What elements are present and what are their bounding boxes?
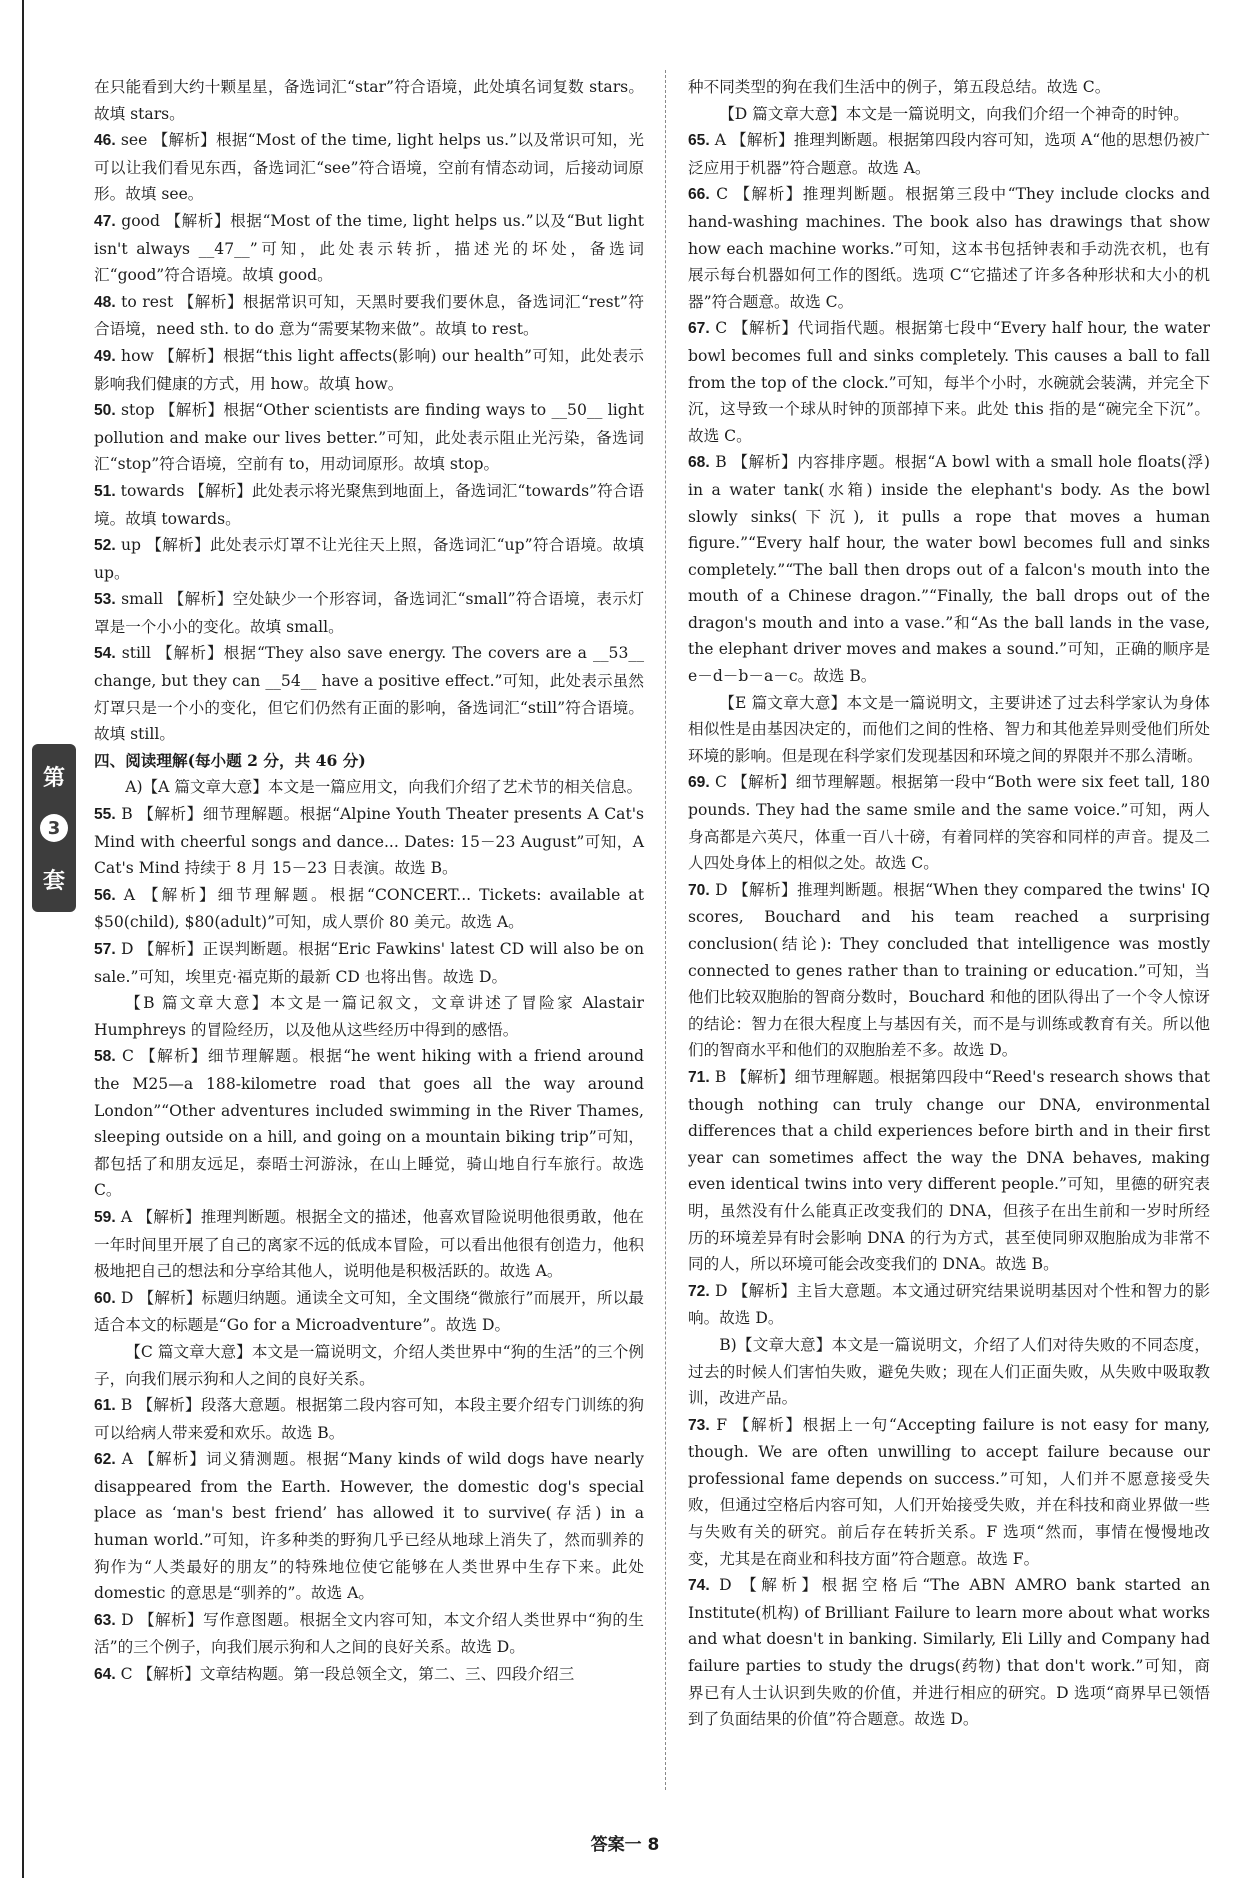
entry-text: up 【解析】此处表示灯罩不让光往天上照，备选词汇“up”符合语境。故填 up。 — [94, 536, 644, 582]
answer-entry — [688, 127, 1210, 181]
entry-text: D 【解析】主旨大意题。本文通过研究结果说明基因对个性和智力的影响。故选 D。 — [688, 1281, 1210, 1328]
entry-text: A)【A 篇文章大意】本文是一篇应用文，向我们介绍了艺术节的相关信息。 — [125, 778, 643, 797]
answer-entry — [688, 769, 1210, 876]
question-number: 72. — [688, 1282, 710, 1300]
question-number: 61. — [94, 1397, 116, 1415]
entry-text: 在只能看到大约十颗星星，备选词汇“star”符合语境，此处填名词复数 stars。故填 stars。 — [94, 78, 644, 123]
answer-entry — [94, 1607, 644, 1661]
entry-text: 种不同类型的狗在我们生活中的例子，第五段总结。故选 C。 — [688, 78, 1111, 96]
answer-entry — [94, 289, 644, 343]
answer-entry — [94, 208, 644, 289]
answer-entry — [94, 640, 644, 747]
entry-text: C 【解析】细节理解题。根据第一段中“Both were six feet tall, 180 pounds. They had the same smile and the same voice.”可知，两人身高都是六英尺，体重一百八十磅，有着同样的笑容和同样的声音。提及二人四处身体上的相似之处。故选 C。 — [688, 773, 1210, 873]
question-number: 64. — [94, 1666, 116, 1684]
answer-entry — [94, 343, 644, 397]
entry-text: D 【解析】根据空格后“The ABN AMRO bank started an Institute(机构) of Brilliant Failure to learn more about what works and what doesn't in banking. Similarly, Eli Lilly and Company had failure parties to study the drugs(药物) that don't work.”可知，商界已有人士认识到失败的价值，并进行相应的研究。D 选项“商界早已领悟到了负面结果的价值”符合题意。故选 D。 — [688, 1576, 1210, 1729]
question-number: 57. — [94, 941, 116, 958]
question-number: 52. — [94, 537, 116, 555]
answer-entry — [688, 449, 1210, 689]
answer-entry — [688, 74, 1210, 101]
answer-entry — [94, 586, 644, 640]
answer-entry — [94, 1446, 644, 1607]
question-number: 59. — [94, 1208, 116, 1226]
question-number: 74. — [688, 1577, 710, 1595]
passage-summary — [94, 1339, 644, 1392]
question-number: 48. — [94, 293, 116, 311]
entry-text: small 【解析】空处缺少一个形容词，备选词汇“small”符合语境，表示灯罩是一个小小的变化。故填 small。 — [94, 590, 644, 636]
answer-entry — [94, 74, 644, 127]
entry-text: D 【解析】正误判断题。根据“Eric Fawkins' latest CD will also be on sale.”可知，埃里克·福克斯的最新 CD 也将出售。故选 D。 — [94, 940, 644, 986]
answer-entry — [94, 1043, 644, 1204]
entry-text: C 【解析】推理判断题。根据第三段中“They include clocks and hand-washing machines. The book also has drawings that show how each machine works.”可知，这本书包括钟表和手动洗衣机，也有展示每台机器如何工作的图纸。选项 C“它描述了许多各种形状和大小的机器”符合题意。故选 C。 — [688, 185, 1210, 311]
question-number: 49. — [94, 347, 116, 365]
entry-text: B 【解析】细节理解题。根据“Alpine Youth Theater presents A Cat's Mind with cheerful songs and dance... Dates: 15－23 August”可知，A Cat's Mind 持续于 8 月 15－23 日表演。故选 B。 — [94, 805, 644, 878]
answer-entry — [688, 1572, 1210, 1733]
answer-entry — [94, 1285, 644, 1339]
entry-text: towards 【解析】此处表示将光聚焦到地面上，备选词汇“towards”符合语境。故填 towards。 — [94, 481, 644, 528]
question-number: 55. — [94, 806, 116, 824]
answer-entry — [94, 882, 644, 936]
answer-entry — [688, 1064, 1210, 1278]
question-number: 54. — [94, 645, 116, 663]
answer-entry — [94, 532, 644, 586]
entry-text: A 【解析】细节理解题。根据“CONCERT... Tickets: available at $50(child), $80(adult)”可知，成人票价 80 美元。故选 A。 — [94, 885, 644, 932]
entry-text: 【C 篇文章大意】本文是一篇说明文，介绍人类世界中“狗的生活”的三个例子，向我们展示狗和人之间的良好关系。 — [94, 1342, 644, 1388]
answer-entry — [94, 936, 644, 990]
question-number: 60. — [94, 1289, 116, 1307]
question-number: 47. — [94, 212, 116, 230]
entry-text: C 【解析】细节理解题。根据“he went hiking with a friend around the M25—a 188-kilometre road that goes all the way around London”“Other adventures included swimming in the River Thames, sleeping outside on a hill, and going on a mountain biking trip”可知，都包括了和朋友远足，泰晤士河游泳，在山上睡觉，骑山地自行车旅行。故选 C。 — [94, 1047, 644, 1200]
entry-text: A 【解析】推理判断题。根据全文的描述，他喜欢冒险说明他很勇敢，他在一年时间里开展了自己的离家不远的低成本冒险，可以看出他很有创造力，他积极地把自己的想法和分享给其他人，说明他是积极活跃的。故选 A。 — [94, 1207, 644, 1281]
section-title — [94, 748, 644, 775]
entry-text: C 【解析】文章结构题。第一段总领全文，第二、三、四段介绍三 — [120, 1665, 575, 1684]
question-number: 71. — [688, 1068, 710, 1086]
answer-entry — [688, 315, 1210, 449]
passage-summary — [688, 101, 1210, 128]
question-number: 63. — [94, 1611, 116, 1629]
answer-entry — [94, 801, 644, 882]
question-number: 58. — [94, 1048, 116, 1066]
left-column — [94, 74, 644, 1689]
entry-text: D 【解析】写作意图题。根据全文内容可知，本文介绍人类世界中“狗的生活”的三个例子，向我们展示狗和人之间的良好关系。故选 D。 — [94, 1610, 644, 1657]
entry-text: B 【解析】段落大意题。根据第二段内容可知，本段主要介绍专门训练的狗可以给病人带来爱和欢乐。故选 B。 — [94, 1396, 644, 1442]
entry-text: stop 【解析】根据“Other scientists are finding ways to __50__ light pollution and make our lives better.”可知，此处表示阻止光污染，备选词汇“stop”符合语境，空前有 to，用动词原形。故填 stop。 — [94, 401, 644, 474]
answer-entry — [94, 127, 644, 208]
entry-text: D 【解析】标题归纳题。通读全文可知，全文围绕“微旅行”而展开，所以最适合本文的标题是“Go for a Microadventure”。故选 D。 — [94, 1288, 644, 1335]
set-tab — [32, 744, 76, 912]
entry-text: how 【解析】根据“this light affects(影响) our health”可知，此处表示影响我们健康的方式，用 how。故填 how。 — [94, 346, 644, 393]
passage-summary — [688, 1332, 1210, 1412]
passage-summary — [94, 774, 644, 801]
passage-summary — [94, 990, 644, 1043]
answer-entry — [94, 397, 644, 478]
entry-text: 【E 篇文章大意】本文是一篇说明文，主要讲述了过去科学家认为身体相似性是由基因决定的，而他们之间的性格、智力和其他差异则受他们所处环境的影响。但是现在科学家们发现基因和环境之间的界限并不那么清晰。 — [688, 693, 1210, 765]
set-tab-number: 3 — [40, 814, 68, 842]
answer-entry — [94, 1392, 644, 1446]
question-number: 50. — [94, 402, 116, 420]
entry-text: 四、阅读理解(每小题 2 分，共 46 分) — [94, 750, 366, 770]
entry-text: D 【解析】推理判断题。根据“When they compared the twins' IQ scores, Bouchard and his team reached a surprising conclusion(结论): They concluded that intelligence was mostly connected to genes rather than to training or education.”可知，当他们比较双胞胎的智商分数时，Bouchard 和他的团队得出了一个令人惊讶的结论：智力在很大程度上与基因有关，而不是与训练或教育有关。所以他们的智商水平和他们的双胞胎差不多。故选 D。 — [688, 880, 1210, 1060]
question-number: 56. — [94, 886, 116, 904]
answer-entry — [94, 478, 644, 532]
entry-text: see 【解析】根据“Most of the time, light helps us.”以及常识可知，光可以让我们看见东西，备选词汇“see”符合语境，空前有情态动词，后接动词原形。故填 see。 — [94, 131, 644, 204]
question-number: 67. — [688, 320, 710, 338]
question-number: 70. — [688, 881, 710, 899]
answer-entry — [94, 1204, 644, 1285]
set-tab-bottom: 套 — [42, 869, 65, 894]
set-tab-top: 第 — [42, 766, 65, 791]
entry-text: B 【解析】细节理解题。根据第四段中“Reed's research shows that though nothing can truly change our DNA, environmental differences that a child experiences before birth and in their first year can sometimes affect the way the DNA behaves, making even identical twins into very different people.”可知，里德的研究表明，虽然没有什么能真正改变我们的 DNA，但孩子在出生前和一岁时所经历的环境差异有时会影响 DNA 的行为方式，甚至使同卵双胞胎成为非常不同的人，所以环境可能会改变我们的 DNA。故选 B。 — [688, 1067, 1210, 1274]
entry-text: good 【解析】根据“Most of the time, light helps us.”以及“But light isn't always __47__”可知，此处表示转折，描述光的坏处，备选词汇“good”符合语境。故填 good。 — [94, 211, 644, 285]
question-number: 66. — [688, 186, 710, 204]
entry-text: still 【解析】根据“They also save energy. The covers are a __53__ change, but they can __54__ have a positive effect.”可知，此处表示虽然灯罩只是一个小的变化，但它们仍然有正面的影响，备选词汇“still”符合语境。故填 still。 — [94, 644, 644, 744]
entry-text: 【D 篇文章大意】本文是一篇说明文，向我们介绍一个神奇的时钟。 — [719, 104, 1189, 123]
passage-summary — [688, 690, 1210, 770]
entry-text: B)【文章大意】本文是一篇说明文，介绍了人们对待失败的不同态度，过去的时候人们害怕失败，避免失败；现在人们正面失败，从失败中吸取教训，改进产品。 — [688, 1335, 1210, 1408]
entry-text: B 【解析】内容排序题。根据“A bowl with a small hole floats(浮) in a water tank(水箱) inside the elephant's body. As the bowl slowly sinks(下沉), it pulls a rope that moves a human figure.”“Every half hour, the water bowl becomes full and sinks completely.”“The ball then drops out of a falcon's mouth into the mouth of a Chinese dragon.”“Finally, the ball drops out of the dragon's mouth and into a vase.”和“As the ball lands in the vase, the elephant driver moves and makes a sound.”可知，正确的顺序是 e－d－b－a－c。故选 B。 — [688, 453, 1210, 686]
question-number: 73. — [688, 1416, 710, 1434]
entry-text: 【B 篇文章大意】本文是一篇记叙文，文章讲述了冒险家 Alastair Humphreys 的冒险经历，以及他从这些经历中得到的感悟。 — [94, 994, 644, 1039]
entry-text: A 【解析】词义猜测题。根据“Many kinds of wild dogs have nearly disappeared from the Earth. However, the domestic dog's special place as ‘man's best friend’ has allowed it to survive(存活) in a human world.”可知，许多种类的野狗几乎已经从地球上消失了，然而驯养的狗作为“人类最好的朋友”的特殊地位使它能够在人类世界中生存下来。此处 domestic 的意思是“驯养的”。故选 A。 — [94, 1450, 644, 1603]
right-column — [688, 74, 1210, 1733]
page-footer: 答案一 8 — [590, 1835, 660, 1855]
question-number: 51. — [94, 482, 116, 500]
column-divider — [665, 70, 666, 1790]
page-edge-line — [22, 0, 24, 1878]
answer-entry — [688, 877, 1210, 1064]
answer-entry — [94, 1661, 644, 1689]
question-number: 53. — [94, 591, 116, 609]
entry-text: F 【解析】根据上一句“Accepting failure is not easy for many, though. We are often unwilling to accept failure because our professional fame depends on success.”可知，人们并不愿意接受失败，但通过空格后内容可知，人们开始接受失败，并在科技和商业界做一些与失败有关的研究。前后存在转折关系。F 选项“然而，事情在慢慢地改变，尤其是在商业和科技方面”符合题意。故选 F。 — [688, 1415, 1210, 1568]
answer-entry — [688, 1278, 1210, 1332]
answer-entry — [688, 1412, 1210, 1573]
question-number: 46. — [94, 132, 116, 150]
question-number: 68. — [688, 454, 710, 472]
entry-text: A 【解析】推理判断题。根据第四段内容可知，选项 A“他的思想仍被广泛应用于机器”符合题意。故选 A。 — [688, 131, 1210, 177]
answer-entry — [688, 181, 1210, 315]
entry-text: C 【解析】代词指代题。根据第七段中“Every half hour, the water bowl becomes full and sinks completely. This causes a ball to fall from the top of the clock.”可知，每半个小时，水碗就会装满，并完全下沉，这导致一个球从时钟的顶部掉下来。此处 this 指的是“碗完全下沉”。故选 C。 — [688, 319, 1210, 445]
question-number: 69. — [688, 774, 710, 792]
question-number: 62. — [94, 1451, 116, 1469]
entry-text: to rest 【解析】根据常识可知，天黑时要我们要休息，备选词汇“rest”符合语境，need sth. to do 意为“需要某物来做”。故填 to rest。 — [94, 292, 644, 339]
question-number: 65. — [688, 132, 710, 150]
